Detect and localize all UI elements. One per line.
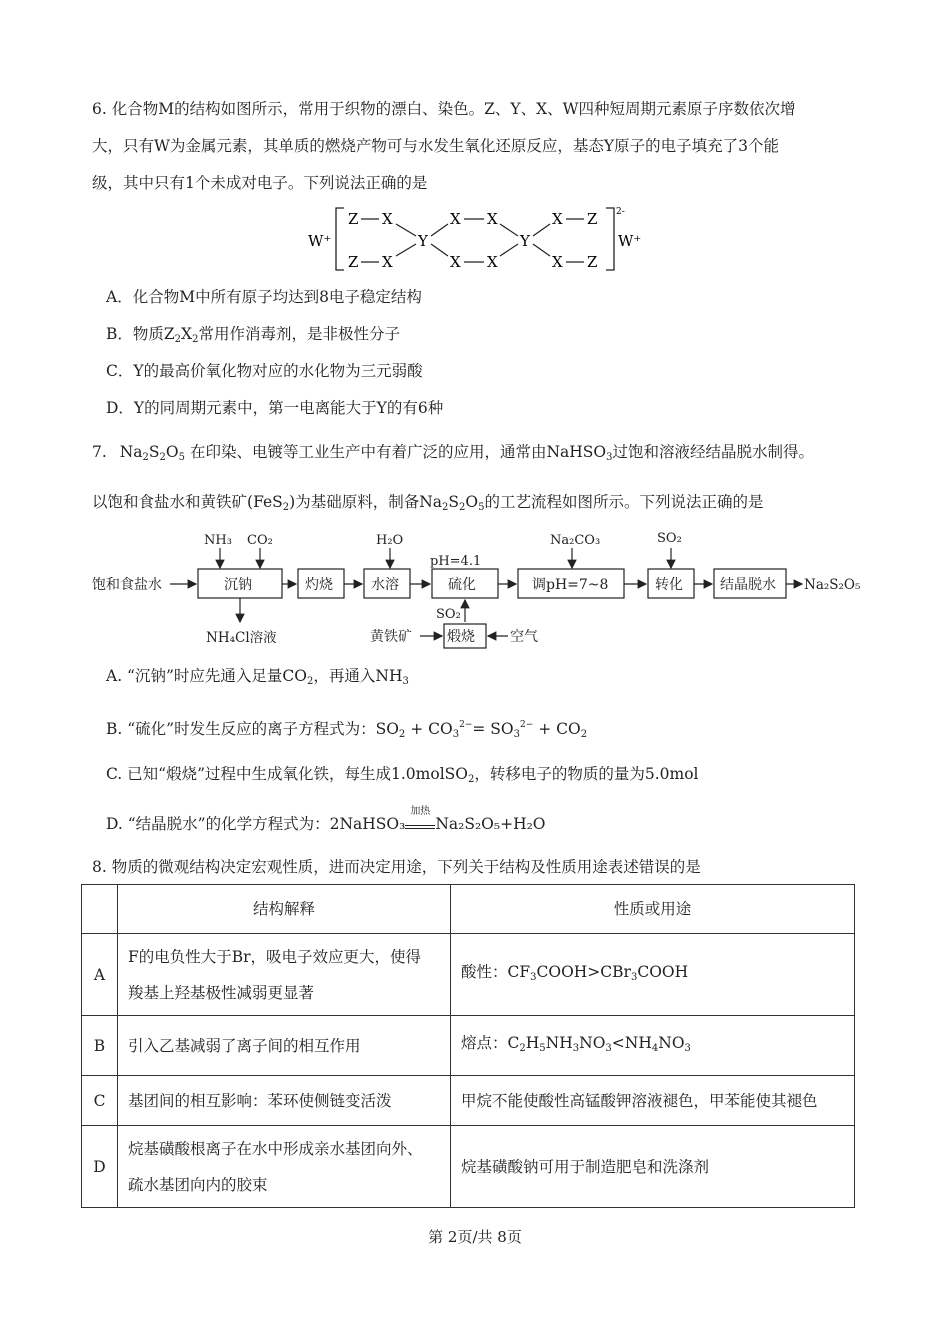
flow-so2-mid: SO₂: [436, 607, 461, 622]
struct-x-bl: X: [382, 253, 393, 271]
q7-stem-line1: 7. $Na_2S_2O_5$ 在印染、电镀等工业生产中有着广泛的应用，通常由NaHSO$_3$过饱和溶液经结晶脱水制得。: [92, 443, 815, 463]
struct-z-tr: Z: [587, 210, 598, 228]
struct-x-tm2: X: [487, 210, 498, 228]
flow-box1-label: 沉钠: [224, 577, 252, 593]
q7-option-b: B. “硫化”时发生反应的离子方程式为：$SO_2 + CO_3^{2-}= SO_3^{2-} + CO_2$: [106, 720, 588, 740]
table-row: [82, 1016, 855, 1076]
flow-so2-top: SO₂: [657, 531, 682, 546]
row-label: D: [82, 1126, 118, 1208]
flow-start: 饱和食盐水: [92, 577, 162, 593]
q8-table: [81, 884, 855, 1208]
row-property: 烷基磺酸钠可用于制造肥皂和洗涤剂: [451, 1126, 855, 1208]
q7-option-a: A. “沉钠”时应先通入足量$CO_2$，再通入$NH_3$: [106, 667, 409, 687]
flow-air: 空气: [510, 629, 538, 645]
q7-option-d: D. “结晶脱水”的化学方程式为：2NaHSO₃ 加热 Na₂S₂O₅+H₂O: [106, 806, 546, 833]
struct-x-tr: X: [552, 210, 563, 228]
flow-product: Na₂S₂O₅: [804, 577, 861, 593]
flow-nh3: NH₃: [204, 533, 232, 548]
q6-option-b: B．物质$Z_2X_2$常用作消毒剂，是非极性分子: [106, 325, 400, 345]
struct-y-right: Y: [520, 232, 530, 250]
flow-box3-label: 水溶: [371, 577, 399, 593]
q8-stem: 8. 物质的微观结构决定宏观性质，进而决定用途，下列关于结构及性质用途表述错误的是: [92, 858, 701, 876]
struct-x-tm1: X: [450, 210, 461, 228]
q6-option-c: C．Y的最高价氧化物对应的水化物为三元弱酸: [106, 362, 423, 380]
flow-ph: pH=4.1: [430, 554, 482, 569]
flow-h2o: H₂O: [376, 533, 404, 548]
q6-stem-line2: 大，只有W为金属元素，其单质的燃烧产物可与水发生氧化还原反应，基态Y原子的电子填充了3个能: [92, 137, 780, 155]
header-property: 性质或用途: [451, 885, 855, 934]
flow-nh4cl: NH₄Cl溶液: [206, 630, 277, 646]
struct-w-right: W⁺: [618, 232, 642, 250]
q7-stem-line2: 以饱和食盐水和黄铁矿(FeS$_2$)为基础原料，制备$Na_2S_2O_5$的工艺流程如图所示。下列说法正确的是: [92, 493, 764, 513]
flow-box7-label: 结晶脱水: [720, 577, 776, 593]
struct-x-bm2: X: [487, 253, 498, 271]
flow-box4-label: 硫化: [448, 577, 476, 593]
flow-box5-label: 调pH=7~8: [532, 577, 609, 593]
row-property: 甲烷不能使酸性高锰酸钾溶液褪色，甲苯能使其褪色: [451, 1076, 855, 1126]
struct-y-left: Y: [418, 232, 428, 250]
row-label: C: [82, 1076, 118, 1126]
flow-co2: CO₂: [247, 533, 273, 548]
table-row: [82, 1076, 855, 1126]
heat-label: 加热: [410, 806, 431, 817]
row-property: 熔点：$C_2H_5NH_3NO_3<NH_4NO_3$: [451, 1016, 855, 1076]
row-structure: 引入乙基减弱了离子间的相互作用: [118, 1016, 451, 1076]
struct-x-tl: X: [382, 210, 393, 228]
struct-x-bm1: X: [450, 253, 461, 271]
table-row: [82, 934, 855, 1016]
flow-pyrite: 黄铁矿: [370, 629, 412, 645]
row-structure: 基团间的相互影响：苯环使侧链变活泼: [118, 1076, 451, 1126]
row-structure: F的电负性大于Br，吸电子效应更大，使得 羧基上羟基极性减弱更显著: [118, 934, 451, 1016]
q6-structure-diagram: [300, 200, 650, 276]
struct-w-left: W⁺: [308, 232, 332, 250]
row-label: A: [82, 934, 118, 1016]
struct-z-br: Z: [587, 253, 598, 271]
struct-x-br: X: [552, 253, 563, 271]
q6-option-d: D．Y的同周期元素中，第一电离能大于Y的有6种: [106, 399, 444, 417]
table-row: [82, 1126, 855, 1208]
struct-z-bl: Z: [348, 253, 359, 271]
row-property: 酸性：$CF_3COOH>CBr_3COOH$: [451, 934, 855, 1016]
table-header-row: [82, 885, 855, 934]
struct-z-tl: Z: [348, 210, 359, 228]
flow-box6-label: 转化: [655, 577, 683, 593]
q7-flowchart: [88, 526, 868, 654]
header-structure: 结构解释: [118, 885, 451, 934]
q6-stem-line1: 6. 化合物M的结构如图所示，常用于织物的漂白、染色。Z、Y、X、W四种短周期元素原子序数依次增: [92, 100, 796, 118]
row-structure: 烷基磺酸根离子在水中形成亲水基团向外、 疏水基团向内的胶束: [118, 1126, 451, 1208]
struct-charge: 2-: [616, 207, 625, 217]
flow-na2co3: Na₂CO₃: [550, 533, 601, 548]
q7-option-c: C. 已知“煅烧”过程中生成氧化铁，每生成1.0molSO$_2$，转移电子的物质的量为5.0mol: [106, 765, 699, 785]
flow-box2-label: 灼烧: [305, 577, 333, 593]
flow-box8-label: 煅烧: [447, 629, 475, 645]
q6-stem-line3: 级，其中只有1个未成对电子。下列说法正确的是: [92, 174, 428, 192]
q6-option-a: A．化合物M中所有原子均达到8电子稳定结构: [106, 288, 422, 306]
row-label: B: [82, 1016, 118, 1076]
page-footer: 第 2页/共 8页: [428, 1228, 522, 1246]
